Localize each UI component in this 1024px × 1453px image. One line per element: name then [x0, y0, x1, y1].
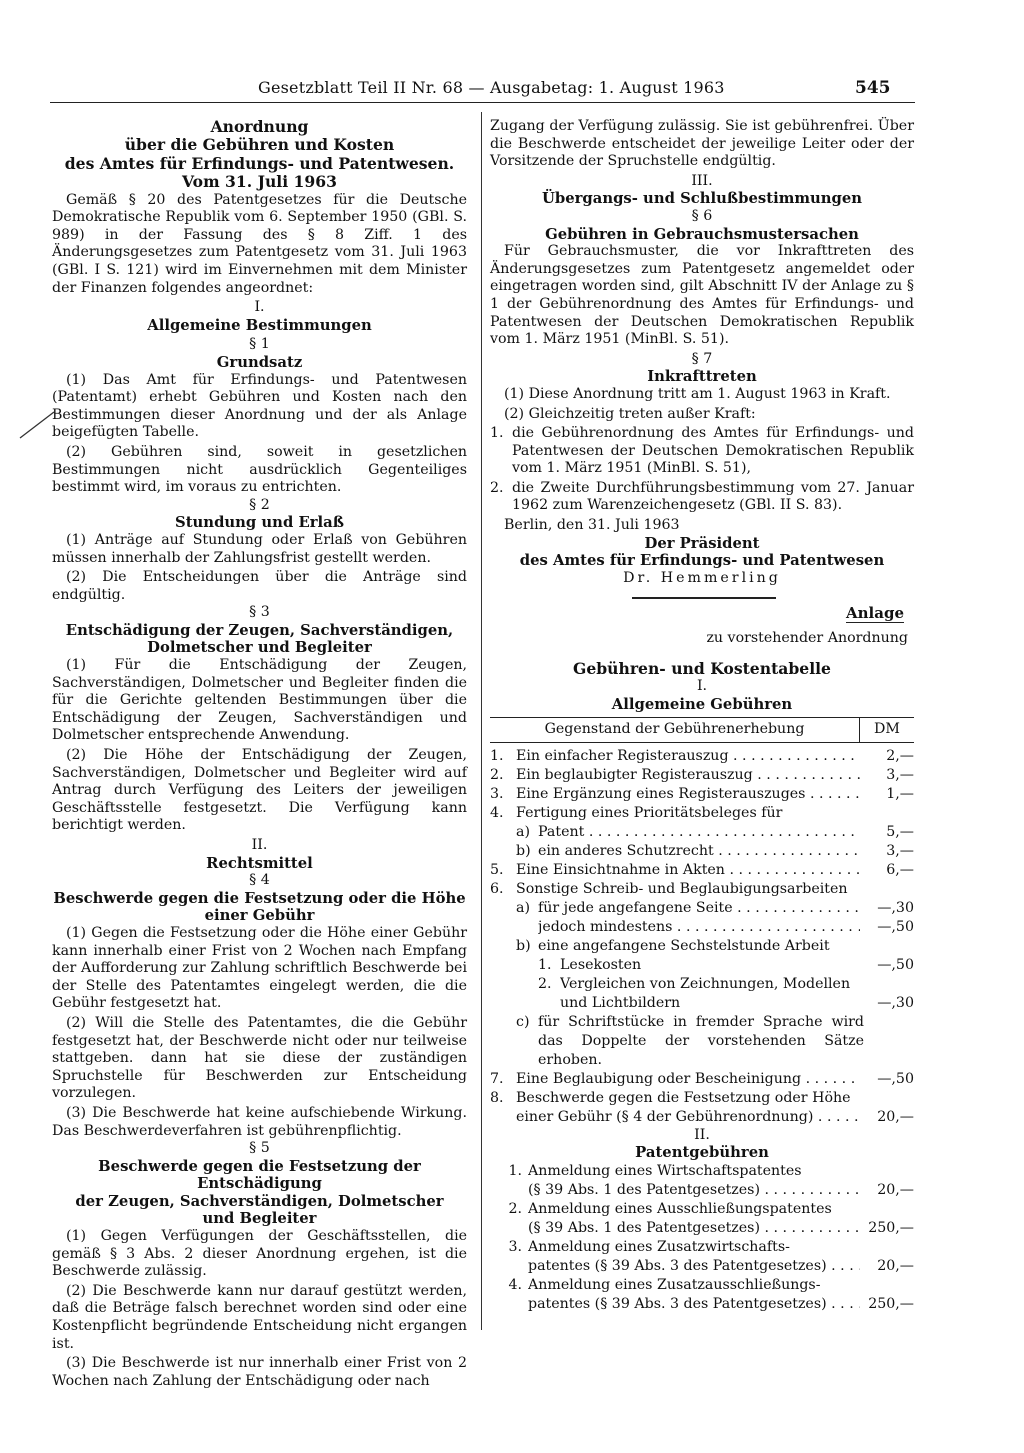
fee-table-header — [490, 717, 914, 743]
header-rule — [50, 102, 915, 103]
fee-row-value: —,50 — [877, 1070, 914, 1087]
fee-subrow — [490, 1013, 914, 1070]
paragraph-4-text-3: (3) Die Beschwerde hat keine aufschiebende Wirkung. Das Beschwerdeverfahren ist gebührenpflichtig. — [52, 1104, 467, 1139]
fee-row-value: 250,— — [868, 1296, 914, 1312]
fee-subrow-text: für jede angefangene Seite . . . — [538, 899, 860, 918]
paragraph-2-number: § 2 — [249, 496, 270, 513]
decree-date: Vom 31. Juli 1963 — [182, 172, 337, 192]
fee-row-cont — [490, 1108, 914, 1127]
repeal-item-number: 1. — [490, 425, 504, 442]
fee-subrow-text: eine angefangene Sechstelstunde Arbeit — [538, 937, 830, 954]
fee-subsubrow-cont — [490, 994, 914, 1013]
fee-row-value: 2,— — [886, 747, 914, 764]
fee-row-text: Eine Beglaubigung oder Bescheinigung . . . — [516, 1070, 860, 1089]
fee-row-value: —,50 — [877, 956, 914, 973]
fee-row — [490, 785, 914, 804]
fee-subrow-text: jedoch mindestens . . . — [538, 918, 860, 937]
fee-row-text: Eine Einsichtnahme in Akten . . . — [516, 861, 860, 880]
fee-row — [490, 861, 914, 880]
paragraph-2-title: Stundung und Erlaß — [175, 514, 344, 532]
paragraph-5-number: § 5 — [249, 1140, 270, 1157]
column-divider — [481, 112, 482, 1330]
fee-row-number: 8. — [490, 1089, 504, 1106]
paragraph-7-title: Inkrafttreten — [647, 368, 757, 386]
fee-row-value: 20,— — [877, 1108, 914, 1125]
fee-row-value: 20,— — [877, 1258, 914, 1274]
fee-row-value: —,50 — [877, 918, 914, 935]
left-column — [52, 118, 467, 1390]
fee-row-number: 4. — [490, 804, 504, 821]
column-header-subject: Gegenstand der Gebührenerhebung — [490, 718, 860, 743]
paragraph-4-text-1: (1) Gegen die Festsetzung oder die Höhe einer Gebühr kann innerhalb einer Frist von 2 Wochen nach Empfang der Aufforderung zur Zahlung schriftlich Beschwerde bei der Stelle des Patentamtes eingelegt werden, die die Gebühr festgesetzt hat. — [52, 924, 467, 1012]
paragraph-7-text-2: (2) Gleichzeitig treten außer Kraft: — [504, 405, 756, 422]
right-column — [490, 118, 914, 1314]
fee-subrow-letter: b) — [516, 842, 531, 859]
fee-row-text: Anmeldung eines Zusatzwirtschafts- — [528, 1239, 790, 1255]
fee-subrow-text: ein anderes Schutzrecht . . . — [538, 842, 860, 861]
repeal-item-number: 2. — [490, 479, 504, 496]
fee-row-value: 250,— — [868, 1220, 914, 1236]
paragraph-3-title-line2: Dolmetscher und Begleiter — [147, 639, 372, 657]
fee-row-value: 6,— — [886, 861, 914, 878]
fee-subrow-letter: a) — [516, 823, 530, 840]
paragraph-1-title: Grundsatz — [216, 353, 303, 371]
annex-subtitle: zu vorstehender Anordnung — [706, 630, 908, 647]
fee-row — [490, 1200, 914, 1219]
section-1-title: Allgemeine Bestimmungen — [147, 316, 372, 334]
fee-row-value: 1,— — [886, 785, 914, 802]
paragraph-7-number: § 7 — [691, 350, 713, 367]
repeal-item-2 — [490, 480, 914, 515]
section-1-number: I. — [254, 299, 265, 316]
fee-row — [490, 766, 914, 785]
fee-row-text: Ein einfacher Registerauszug . . . — [516, 747, 860, 766]
decree-title-line3: des Amtes für Erfindungs- und Patentwesen. — [64, 153, 455, 173]
fee-row-number: 6. — [490, 880, 504, 897]
paragraph-5-title-line3: und Begleiter — [202, 1210, 317, 1228]
paragraph-1-text-1: (1) Das Amt für Erfindungs- und Patentwesen (Patentamt) erhebt Gebühren und Kosten nach den Bestimmungen dieser Anordnung und der als Anlage beigefügten Tabelle. — [52, 371, 467, 441]
paragraph-5-title-line2: der Zeugen, Sachverständigen, Dolmetscher — [75, 1192, 444, 1210]
section-3-number: III. — [691, 172, 713, 189]
paragraph-2-text-2: (2) Die Entscheidungen über die Anträge sind endgültig. — [52, 569, 467, 603]
fee-row-number: 7. — [490, 1070, 504, 1087]
fee-subrow-letter: c) — [516, 1013, 530, 1030]
fee-subrow — [490, 899, 914, 918]
fee-subrow — [490, 937, 914, 956]
repeal-item-1 — [490, 425, 914, 478]
fee-row-text: (§ 39 Abs. 1 des Patentgesetzes) . . . — [528, 1219, 860, 1238]
paragraph-4-text-2: (2) Will die Stelle des Patentamtes, die die Gebühr festgesetzt hat, der Beschwerde nicht oder nur teilweise stattgeben. dann hat sie diese der zuständigen Spruchstelle für Beschwerden zur Entscheidung vorzulegen. — [52, 1014, 467, 1102]
paragraph-3-text-2: (2) Die Höhe der Entschädigung der Zeugen, Sachverständigen, Dolmetscher und Begleiter wird auf Antrag durch Verfügung des Leiters der jeweiligen Geschäftsstelle festgesetzt. Die Verfügung kann berichtigt werden. — [52, 747, 467, 834]
fee-row-value: —,30 — [877, 994, 914, 1011]
paragraph-5-text-1: (1) Gegen Verfügungen der Geschäftsstellen, die gemäß § 3 Abs. 2 dieser Anordnung ergehen, ist die Beschwerde zulässig. — [52, 1228, 467, 1280]
fee-row-number: 5. — [490, 861, 504, 878]
paragraph-6-text: Für Gebrauchsmuster, die vor Inkrafttreten des Änderungsgesetzes zum Patentgesetz angemeldet oder eingetragen worden sind, gilt Abschnitt IV der Anlage zu § 1 der Gebührenordnung des Amtes für Erfindungs- und Patentwesen der Deutschen Demokratischen Republik vom 1. März 1951 (MinBl. S. 51). — [490, 243, 914, 348]
running-header — [0, 78, 1024, 100]
place-date: Berlin, den 31. Juli 1963 — [504, 517, 680, 534]
paragraph-4-title: Beschwerde gegen die Festsetzung oder die Höhe — [53, 889, 466, 907]
fee-subsubrow — [490, 975, 914, 994]
section-2-title: Rechtsmittel — [206, 854, 313, 872]
column-header-dm: DM — [860, 718, 915, 743]
fee-row-value: —,30 — [877, 899, 914, 916]
fee-subrow — [490, 842, 914, 861]
fee-section-1-title: Allgemeine Gebühren — [611, 695, 793, 713]
repeal-item-text: die Zweite Durchführungsbestimmung vom 27. Januar 1962 zum Warenzeichengesetz (GBl. II S. 83). — [512, 479, 914, 514]
fee-row-text: Fertigung eines Prioritätsbeleges für — [516, 804, 783, 821]
fee-row-cont — [490, 1257, 914, 1276]
fee-subsubrow-text: Vergleichen von Zeichnungen, Modellen — [560, 975, 851, 992]
signatory-name: Dr. Hemmerling — [623, 569, 781, 586]
fee-row — [490, 1276, 914, 1295]
annex-label-row — [490, 605, 914, 624]
fee-row-cont — [490, 1295, 914, 1314]
fee-row-number: 2. — [490, 766, 504, 783]
paragraph-2-text-1: (1) Anträge auf Stundung oder Erlaß von Gebühren müssen innerhalb der Zahlungsfrist gestellt werden. — [52, 531, 467, 566]
paragraph-1-text-2: (2) Gebühren sind, soweit in gesetzlichen Bestimmungen nicht ausdrücklich Gegenteiliges bestimmt wird, im voraus zu entrichten. — [52, 443, 467, 496]
page-number: 545 — [855, 78, 891, 98]
fee-row — [490, 1238, 914, 1257]
fee-row-number: 2. — [508, 1201, 522, 1217]
fee-row-value: 20,— — [877, 1182, 914, 1198]
fee-subrow-letter: b) — [516, 937, 531, 954]
fee-row — [490, 804, 914, 823]
fee-row-text: Anmeldung eines Wirtschaftspatentes — [528, 1163, 802, 1179]
paragraph-3-text-1: (1) Für die Entschädigung der Zeugen, Sachverständigen, Dolmetscher und Begleiter finden die für die Gerichte geltenden Bestimmungen über die Entschädigung der Zeugen, Sachverständigen und Dolmetscher entsprechende Anwendung. — [52, 657, 467, 744]
fee-row-number: 1. — [490, 747, 504, 764]
fee-subrow-letter: a) — [516, 899, 530, 916]
paragraph-5-text-3: (3) Die Beschwerde ist nur innerhalb einer Frist von 2 Wochen nach Zahlung der Entschädigung oder nach — [52, 1355, 467, 1389]
fee-subsubrow-text: und Lichtbildern — [560, 994, 681, 1011]
fee-subrow-text: Patent . . . — [538, 823, 860, 842]
fee-row-text: (§ 39 Abs. 1 des Patentgesetzes) . . . — [528, 1181, 860, 1200]
fee-row-text: Anmeldung eines Zusatzausschließungs- — [528, 1277, 821, 1293]
fee-row-value: 5,— — [886, 823, 914, 840]
fee-row-text: Sonstige Schreib- und Beglaubigungsarbeiten — [516, 880, 848, 897]
fee-row — [490, 747, 914, 766]
repeal-item-text: die Gebührenordnung des Amtes für Erfindungs- und Patentwesen der Deutschen Demokratischen Republik vom 1. März 1951 (MinBl. S. 51), — [512, 425, 914, 477]
fee-row — [490, 880, 914, 899]
signatory-office: des Amtes für Erfindungs- und Patentwesen — [519, 552, 885, 570]
fee-row-text: patentes (§ 39 Abs. 3 des Patentgesetzes) . . . — [528, 1295, 860, 1314]
fee-subrow — [490, 918, 914, 937]
fee-section-1-number: I. — [696, 678, 708, 695]
fee-row-text: Eine Ergänzung eines Registerauszuges . . . — [516, 785, 860, 804]
fee-subrow-text: für Schriftstücke in fremder Sprache wird das Doppelte der vorstehenden Sätze erhoben. — [538, 1013, 864, 1068]
fee-row-number: 4. — [508, 1277, 522, 1293]
fee-row-value: 3,— — [886, 842, 914, 859]
decree-title-line2: über die Gebühren und Kosten — [124, 135, 395, 155]
paragraph-7-text-1: (1) Diese Anordnung tritt am 1. August 1963 in Kraft. — [504, 385, 891, 402]
fee-row-text: einer Gebühr (§ 4 der Gebührenordnung) . . . — [516, 1108, 860, 1127]
fee-row-text: patentes (§ 39 Abs. 3 des Patentgesetzes) . . . — [528, 1257, 860, 1276]
paragraph-6-title: Gebühren in Gebrauchsmustersachen — [545, 225, 859, 243]
paragraph-5-text-2: (2) Die Beschwerde kann nur darauf gestützt werden, daß die Beträge falsch berechnet worden sind oder eine Kostenpflicht begründende Entscheidung nicht ergangen ist. — [52, 1282, 467, 1352]
fee-subsubrow-number: 2. — [538, 975, 552, 992]
paragraph-6-number: § 6 — [691, 207, 713, 224]
fee-section-2-number: II. — [694, 1126, 710, 1143]
paragraph-4-number: § 4 — [249, 872, 270, 889]
fee-row — [490, 1089, 914, 1108]
fee-row-number: 3. — [508, 1239, 522, 1255]
fee-table-title: Gebühren- und Kostentabelle — [573, 658, 831, 678]
annex-label: Anlage — [846, 604, 904, 623]
fee-row — [490, 1162, 914, 1181]
continued-text: Zugang der Verfügung zulässig. Sie ist gebührenfrei. Über die Beschwerde entscheidet der jeweilige Leiter oder der Vorsitzende der Spruchstelle endgültig. — [490, 118, 914, 170]
fee-row-text: Anmeldung eines Ausschließungspatentes — [528, 1201, 832, 1217]
signature-rule — [632, 597, 776, 599]
paragraph-3-title: Entschädigung der Zeugen, Sachverständigen, — [65, 621, 454, 639]
fee-list — [490, 747, 914, 1314]
fee-row-number: 1. — [508, 1163, 522, 1179]
fee-row-cont — [490, 1219, 914, 1238]
fee-section-2-title: Patentgebühren — [635, 1144, 769, 1162]
fee-row-number: 3. — [490, 785, 504, 802]
paragraph-4-title-line2: einer Gebühr — [204, 907, 315, 925]
fee-subsubrow-number: 1. — [538, 956, 552, 973]
fee-subsubrow — [490, 956, 914, 975]
paragraph-3-number: § 3 — [249, 604, 270, 621]
paragraph-5-title: Beschwerde gegen die Festsetzung der Entschädigung — [98, 1157, 421, 1193]
fee-subsubrow-text: Lesekosten — [560, 956, 642, 973]
fee-row-text: Ein beglaubigter Registerauszug . . . — [516, 766, 860, 785]
section-3-title: Übergangs- und Schlußbestimmungen — [541, 190, 863, 208]
fee-row-value: 3,— — [886, 766, 914, 783]
header-title: Gesetzblatt Teil II Nr. 68 — Ausgabetag: 1. August 1963 — [258, 78, 725, 97]
decree-title: Anordnung — [210, 117, 309, 136]
signatory-title: Der Präsident — [644, 534, 760, 552]
paragraph-1-number: § 1 — [249, 336, 270, 353]
fee-row — [490, 1070, 914, 1089]
preamble: Gemäß § 20 des Patentgesetzes für die Deutsche Demokratische Republik vom 6. September 1950 (GBl. S. 989) in der Fassung des § 8 Ziff. 1 des Änderungsgesetzes zum Patentgesetz vom 31. Juli 1963 (GBl. I S. 121) wird im Einvernehmen mit dem Minister der Finanzen folgendes angeordnet: — [52, 191, 467, 296]
fee-subrow — [490, 823, 914, 842]
section-2-number: II. — [251, 837, 268, 853]
fee-row-text: Beschwerde gegen die Festsetzung oder Höhe — [516, 1089, 851, 1106]
fee-row-cont — [490, 1181, 914, 1200]
